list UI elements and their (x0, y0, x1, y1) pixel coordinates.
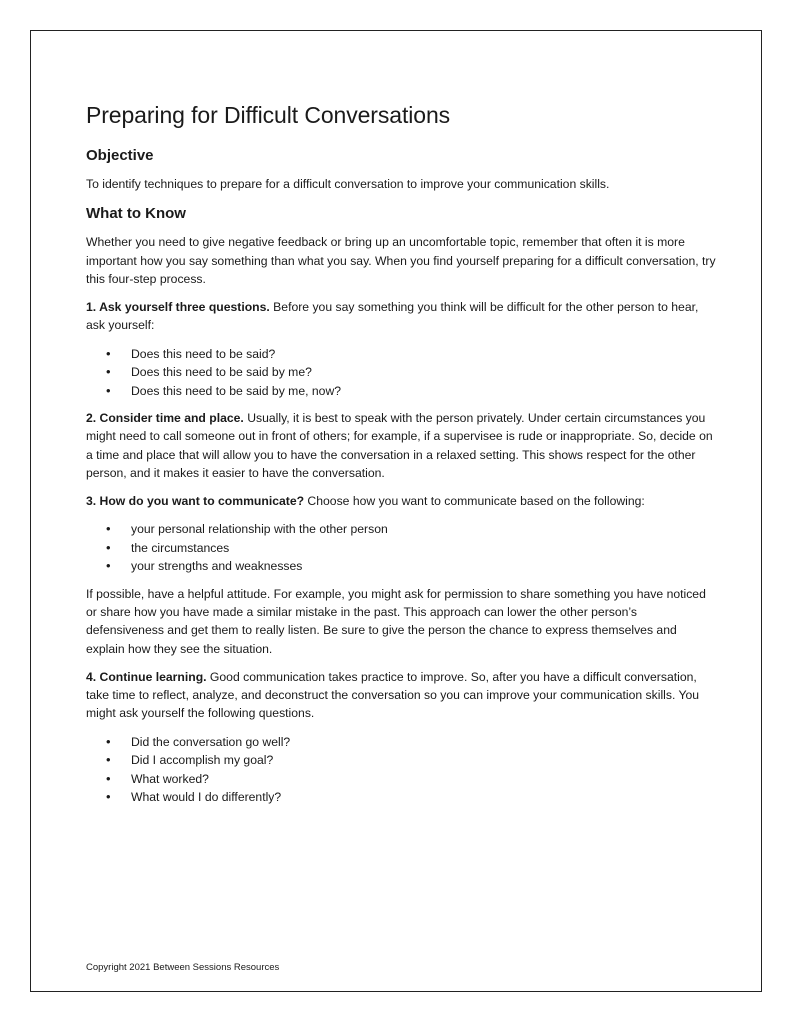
step4-paragraph (86, 668, 716, 723)
step2-text: Usually, it is best to speak with the person privately. Under certain circumstances you might need to call someone out in front of others; for example, if a supervisee is rude or inappropriate. So, decide on a time and place that will allow you to have the conversation in a relaxed setting. This shows respect for the other person, and it makes it easier to have the conversation. (86, 411, 713, 480)
list-item: • your personal relationship with the other person (131, 520, 716, 538)
list-item: • the circumstances (131, 539, 716, 557)
worksheet-body (86, 102, 716, 815)
step3-text: Choose how you want to communicate based on the following: (304, 494, 645, 509)
what-to-know-intro: Whether you need to give negative feedback or bring up an uncomfortable topic, remember that often it is more important how you say something than what you say. When you find yourself preparing for a difficult conversation, try this four-step process. (86, 235, 716, 286)
step3-paragraph (86, 492, 716, 510)
step4-text: Good communication takes practice to improve. So, after you have a difficult conversation, take time to reflect, analyze, and deconstruct the conversation so you can improve your communication skills. You might ask yourself the following questions. (86, 669, 700, 721)
objective-heading: Objective (86, 147, 154, 164)
step1-text: Before you say something you think will be difficult for the other person to hear, ask yourself: (86, 300, 699, 333)
step1-paragraph (86, 298, 716, 335)
list-item: • What worked? (131, 770, 716, 788)
step3-list (86, 520, 716, 575)
list-item: • Did I accomplish my goal? (131, 751, 716, 769)
list-item: • Does this need to be said by me, now? (131, 382, 716, 400)
step3-lead: 3. How do you want to communicate? (86, 494, 305, 509)
list-item: • What would I do differently? (131, 788, 716, 806)
step4-lead: 4. Continue learning. (86, 669, 207, 684)
what-to-know-heading: What to Know (86, 205, 186, 223)
step1-lead: 1. Ask yourself three questions. (86, 300, 270, 315)
step2-paragraph (86, 409, 716, 482)
list-item: • your strengths and weaknesses (131, 557, 716, 575)
step3-followup: If possible, have a helpful attitude. For example, you might ask for permission to share something you have noticed or share how you have made a similar mistake in the past. This approach can lower the other person’s defensiveness and get them to really listen. Be sure to give the person the chance to express themselves and explain how they see the situation. (86, 586, 706, 656)
step2-lead: 2. Consider time and place. (86, 411, 244, 425)
objective-text: To identify techniques to prepare for a difficult conversation to improve your communication skills. (86, 177, 610, 191)
list-item: • Does this need to be said by me? (131, 363, 716, 381)
list-item: • Did the conversation go well? (131, 733, 716, 751)
step1-list (86, 345, 716, 400)
step4-list (86, 733, 716, 807)
copyright-footer: Copyright 2021 Between Sessions Resources (86, 962, 280, 973)
page-title: Preparing for Difficult Conversations (86, 102, 451, 128)
list-item: • Does this need to be said? (131, 345, 716, 363)
